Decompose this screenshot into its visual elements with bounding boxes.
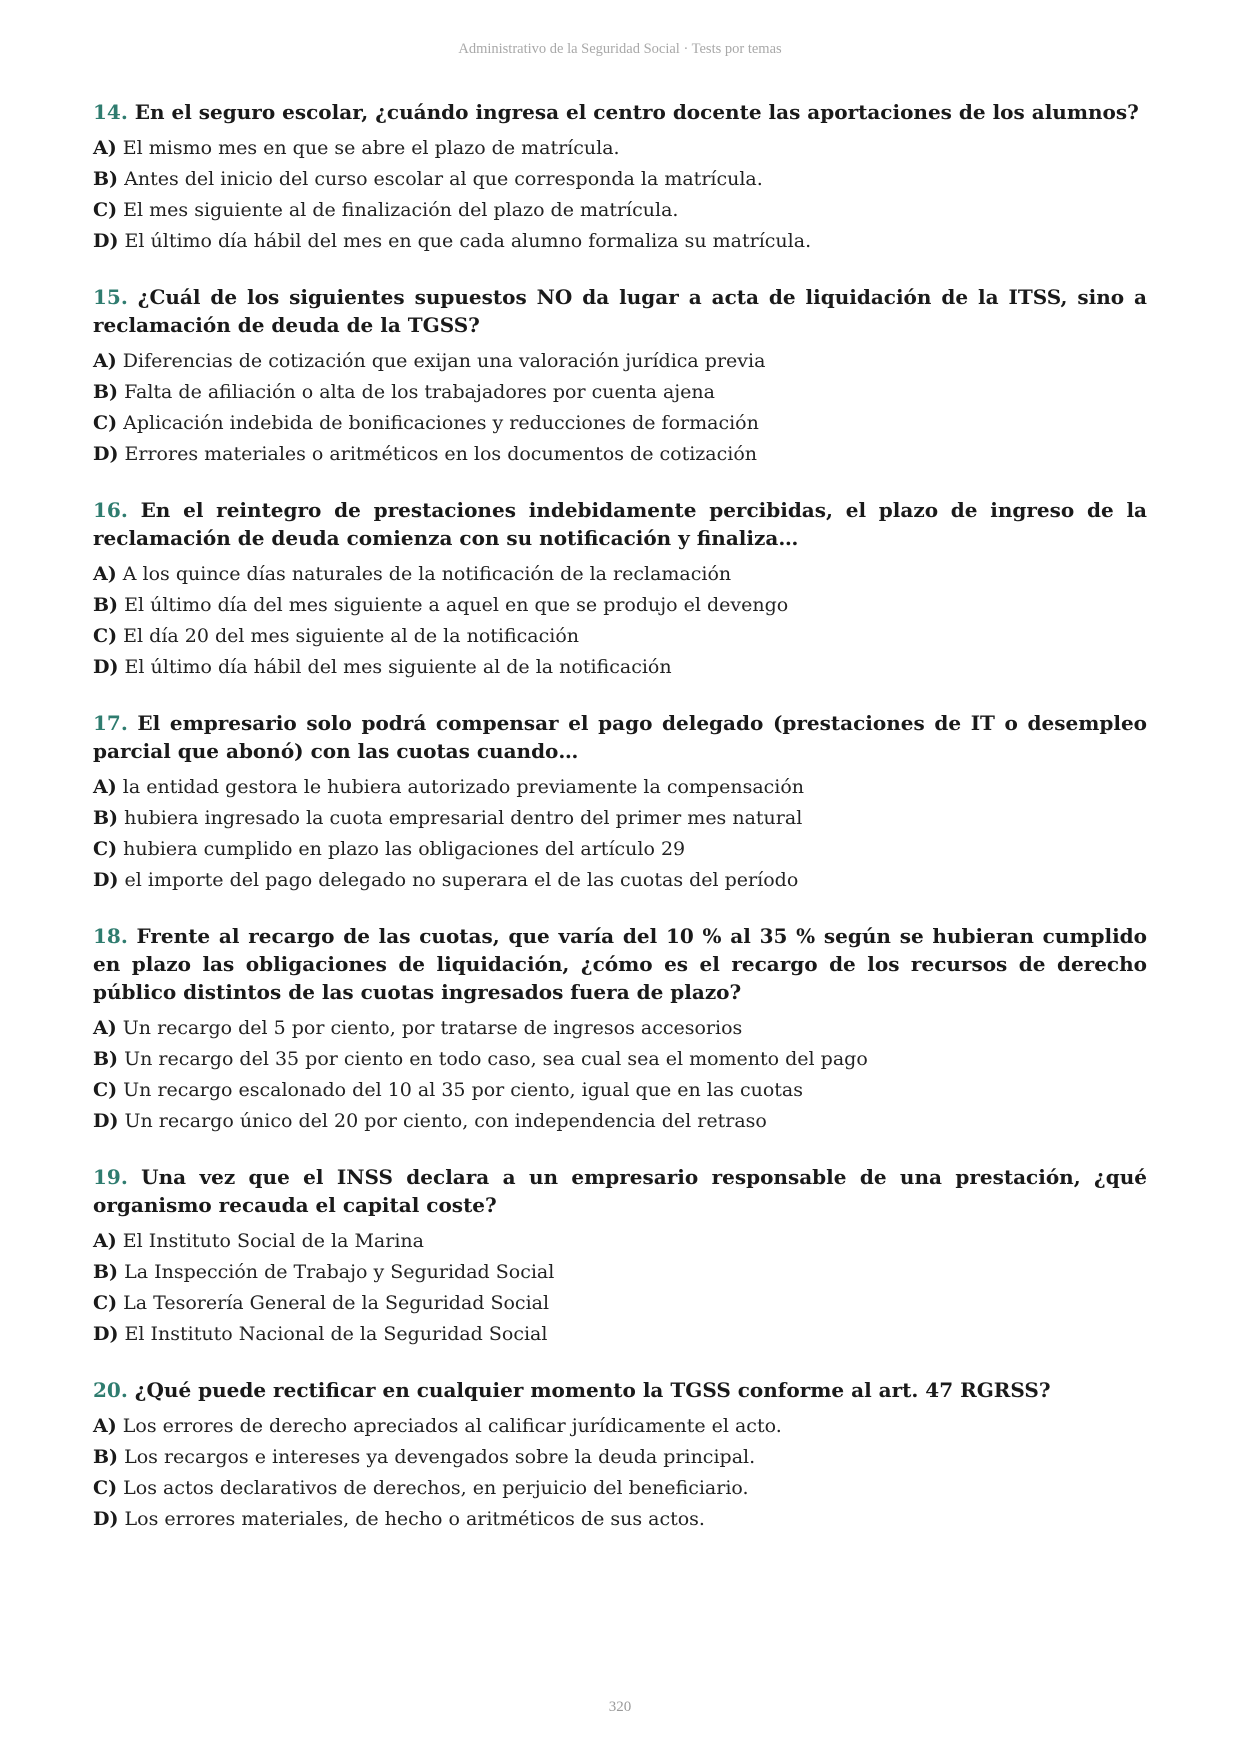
running-header: Administrativo de la Seguridad Social · Tests por temas bbox=[458, 41, 782, 57]
option-b bbox=[93, 590, 1147, 621]
option-letter: C) bbox=[93, 199, 118, 221]
question-number: 18. bbox=[93, 924, 128, 948]
question-number: 20. bbox=[93, 1378, 128, 1402]
option-text: El Instituto Social de la Marina bbox=[122, 1230, 424, 1252]
question-text: El empresario solo podrá compensar el pago delegado (prestaciones de IT o desempleo parcial que abonó) con las cuotas cuando… bbox=[93, 711, 1148, 763]
option-letter: C) bbox=[93, 1079, 118, 1101]
question-heading bbox=[93, 922, 1147, 1006]
option-text: Un recargo del 35 por ciento en todo caso, sea cual sea el momento del pago bbox=[124, 1048, 868, 1070]
option-text: La Inspección de Trabajo y Seguridad Social bbox=[124, 1261, 555, 1283]
question-text: Una vez que el INSS declara a un empresario responsable de una prestación, ¿qué organismo recauda el capital coste? bbox=[93, 1165, 1148, 1217]
option-text: Antes del inicio del curso escolar al que corresponda la matrícula. bbox=[124, 168, 763, 190]
option-a bbox=[93, 133, 1147, 164]
option-letter: A) bbox=[93, 563, 117, 585]
option-text: hubiera ingresado la cuota empresarial dentro del primer mes natural bbox=[124, 807, 803, 829]
question-number: 17. bbox=[93, 711, 128, 735]
option-b bbox=[93, 1442, 1147, 1473]
option-a bbox=[93, 1226, 1147, 1257]
option-d bbox=[93, 226, 1147, 257]
option-c bbox=[93, 1288, 1147, 1319]
option-a bbox=[93, 346, 1147, 377]
page-number: 320 bbox=[608, 1699, 632, 1715]
option-a bbox=[93, 1411, 1147, 1442]
option-letter: B) bbox=[93, 807, 119, 829]
option-c bbox=[93, 195, 1147, 226]
option-letter: C) bbox=[93, 838, 118, 860]
option-letter: D) bbox=[93, 1110, 119, 1132]
option-d bbox=[93, 1319, 1147, 1350]
option-c bbox=[93, 621, 1147, 652]
option-b bbox=[93, 164, 1147, 195]
option-d bbox=[93, 1504, 1147, 1535]
question-number: 16. bbox=[93, 498, 128, 522]
question-heading bbox=[93, 1163, 1147, 1219]
question-heading bbox=[93, 98, 1147, 126]
option-text: El mismo mes en que se abre el plazo de matrícula. bbox=[122, 137, 620, 159]
question-text: ¿Cuál de los siguientes supuestos NO da lugar a acta de liquidación de la ITSS, sino a reclamación de deuda de la TGSS? bbox=[93, 285, 1147, 337]
question-20 bbox=[93, 1376, 1147, 1535]
question-text: En el reintegro de prestaciones indebidamente percibidas, el plazo de ingreso de la reclamación de deuda comienza con su notificación y finaliza… bbox=[93, 498, 1148, 550]
option-text: la entidad gestora le hubiera autorizado previamente la compensación bbox=[122, 776, 805, 798]
question-15 bbox=[93, 283, 1147, 470]
question-17 bbox=[93, 709, 1147, 896]
option-letter: C) bbox=[93, 412, 118, 434]
question-heading bbox=[93, 283, 1147, 339]
option-c bbox=[93, 408, 1147, 439]
option-letter: B) bbox=[93, 1446, 119, 1468]
option-letter: C) bbox=[93, 625, 118, 647]
option-c bbox=[93, 834, 1147, 865]
question-heading bbox=[93, 709, 1147, 765]
option-text: Diferencias de cotización que exijan una valoración jurídica previa bbox=[122, 350, 766, 372]
option-text: El último día hábil del mes siguiente al de la notificación bbox=[124, 656, 672, 678]
question-text: ¿Qué puede rectificar en cualquier momento la TGSS conforme al art. 47 RGRSS? bbox=[134, 1378, 1051, 1402]
option-c bbox=[93, 1473, 1147, 1504]
option-b bbox=[93, 377, 1147, 408]
option-d bbox=[93, 652, 1147, 683]
question-16 bbox=[93, 496, 1147, 683]
option-text: A los quince días naturales de la notificación de la reclamación bbox=[122, 563, 732, 585]
option-text: La Tesorería General de la Seguridad Social bbox=[123, 1292, 550, 1314]
question-19 bbox=[93, 1163, 1147, 1350]
option-c bbox=[93, 1075, 1147, 1106]
option-letter: A) bbox=[93, 137, 117, 159]
option-d bbox=[93, 865, 1147, 896]
question-14 bbox=[93, 98, 1147, 257]
option-letter: B) bbox=[93, 1048, 119, 1070]
option-letter: D) bbox=[93, 1508, 119, 1530]
option-text: Un recargo escalonado del 10 al 35 por ciento, igual que en las cuotas bbox=[123, 1079, 803, 1101]
option-letter: B) bbox=[93, 1261, 119, 1283]
question-number: 15. bbox=[93, 285, 128, 309]
option-text: hubiera cumplido en plazo las obligaciones del artículo 29 bbox=[123, 838, 686, 860]
question-heading bbox=[93, 496, 1147, 552]
option-letter: B) bbox=[93, 168, 119, 190]
option-text: Los recargos e intereses ya devengados sobre la deuda principal. bbox=[124, 1446, 756, 1468]
option-text: El mes siguiente al de finalización del plazo de matrícula. bbox=[123, 199, 679, 221]
option-letter: D) bbox=[93, 869, 119, 891]
option-letter: D) bbox=[93, 656, 119, 678]
option-letter: A) bbox=[93, 776, 117, 798]
option-b bbox=[93, 1257, 1147, 1288]
option-letter: C) bbox=[93, 1477, 118, 1499]
option-d bbox=[93, 439, 1147, 470]
option-text: Errores materiales o aritméticos en los documentos de cotización bbox=[124, 443, 758, 465]
option-letter: D) bbox=[93, 443, 119, 465]
option-text: El Instituto Nacional de la Seguridad Social bbox=[124, 1323, 548, 1345]
option-text: Un recargo único del 20 por ciento, con independencia del retraso bbox=[124, 1110, 767, 1132]
question-18 bbox=[93, 922, 1147, 1137]
option-text: El último día hábil del mes en que cada alumno formaliza su matrícula. bbox=[124, 230, 812, 252]
option-letter: A) bbox=[93, 1017, 117, 1039]
option-b bbox=[93, 1044, 1147, 1075]
question-text: En el seguro escolar, ¿cuándo ingresa el centro docente las aportaciones de los alumnos? bbox=[134, 100, 1139, 124]
option-letter: A) bbox=[93, 350, 117, 372]
question-list bbox=[93, 98, 1147, 1561]
option-text: Los actos declarativos de derechos, en perjuicio del beneficiario. bbox=[123, 1477, 749, 1499]
question-number: 14. bbox=[93, 100, 128, 124]
option-a bbox=[93, 1013, 1147, 1044]
option-letter: D) bbox=[93, 230, 119, 252]
option-letter: D) bbox=[93, 1323, 119, 1345]
question-number: 19. bbox=[93, 1165, 128, 1189]
option-a bbox=[93, 772, 1147, 803]
option-text: el importe del pago delegado no superara el de las cuotas del período bbox=[124, 869, 799, 891]
option-text: Los errores materiales, de hecho o aritméticos de sus actos. bbox=[124, 1508, 705, 1530]
option-letter: B) bbox=[93, 381, 119, 403]
option-text: Los errores de derecho apreciados al calificar jurídicamente el acto. bbox=[122, 1415, 782, 1437]
option-letter: A) bbox=[93, 1230, 117, 1252]
option-text: Un recargo del 5 por ciento, por tratarse de ingresos accesorios bbox=[122, 1017, 743, 1039]
option-text: El último día del mes siguiente a aquel en que se produjo el devengo bbox=[124, 594, 789, 616]
option-d bbox=[93, 1106, 1147, 1137]
option-letter: B) bbox=[93, 594, 119, 616]
question-heading bbox=[93, 1376, 1147, 1404]
option-letter: A) bbox=[93, 1415, 117, 1437]
option-a bbox=[93, 559, 1147, 590]
option-text: Falta de afiliación o alta de los trabajadores por cuenta ajena bbox=[124, 381, 715, 403]
option-letter: C) bbox=[93, 1292, 118, 1314]
option-b bbox=[93, 803, 1147, 834]
question-text: Frente al recargo de las cuotas, que varía del 10 % al 35 % según se hubieran cumplido en plazo las obligaciones de liquidación, ¿cómo es el recargo de los recursos de derecho público distintos de las cuotas ingresados fuera de plazo? bbox=[93, 924, 1147, 1004]
option-text: Aplicación indebida de bonificaciones y reducciones de formación bbox=[123, 412, 759, 434]
option-text: El día 20 del mes siguiente al de la notificación bbox=[123, 625, 580, 647]
